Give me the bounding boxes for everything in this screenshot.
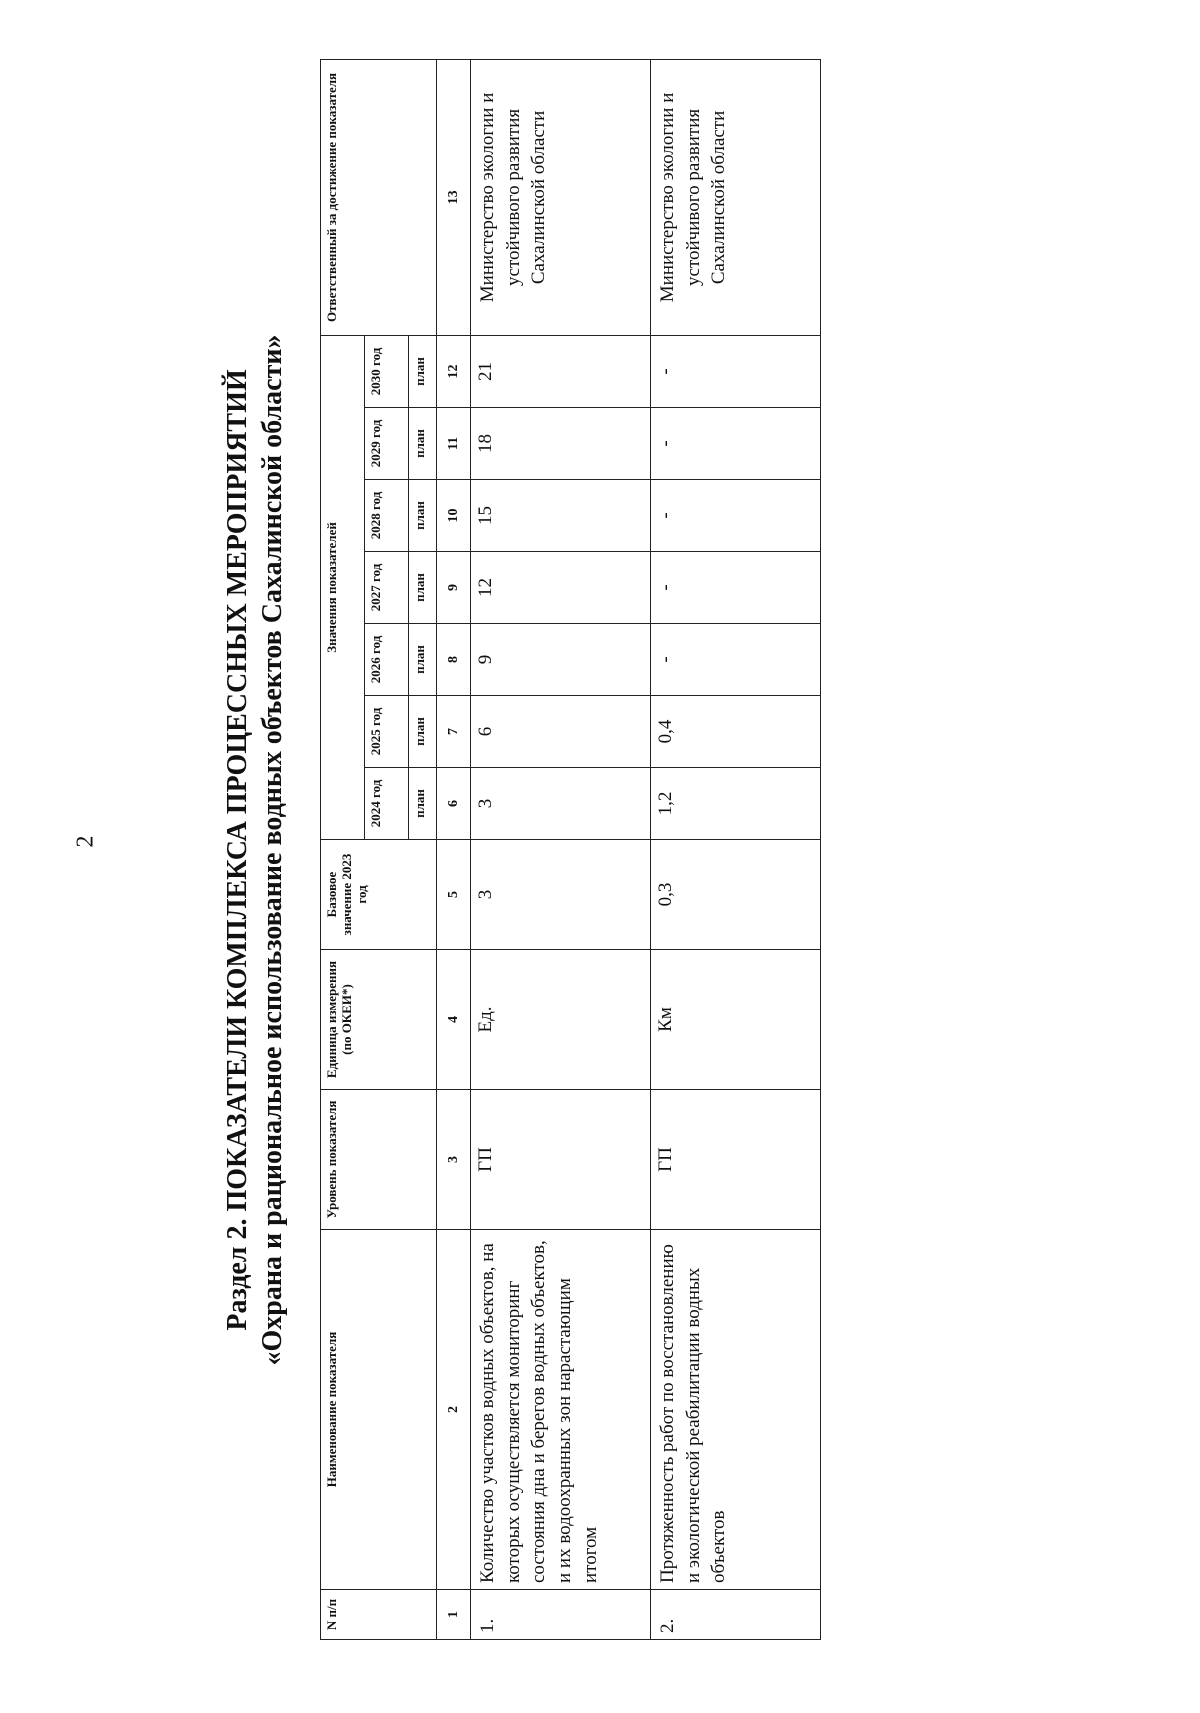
column-number: 12 xyxy=(437,335,471,407)
header-plan: план xyxy=(409,552,437,624)
indicators-table xyxy=(320,59,821,1640)
year-value: 3 xyxy=(471,768,651,840)
header-year: 2029 год xyxy=(365,408,409,480)
header-plan: план xyxy=(409,480,437,552)
row-number: 2. xyxy=(651,1590,821,1640)
row-number: 1. xyxy=(471,1590,651,1640)
header-values-group: Значения показателей xyxy=(321,335,365,839)
year-value: - xyxy=(651,335,821,407)
column-number: 8 xyxy=(437,624,471,696)
section-subtitle: «Охрана и рациональное использование водных объектов Сахалинской области» xyxy=(257,334,288,1366)
indicator-name: Протяженность работ по восстановлению и экологической реабилитации водных объектов xyxy=(651,1230,821,1590)
header-name: Наименование показателя xyxy=(321,1230,437,1590)
year-value: 9 xyxy=(471,624,651,696)
column-number: 4 xyxy=(437,950,471,1090)
indicator-name: Количество участков водных объектов, на которых осуществляется мониторинг состояния дна и берегов водных объектов, и их водоохранных зон нарастающим итогом xyxy=(471,1230,651,1590)
base-value: 0,3 xyxy=(651,840,821,950)
year-value: 15 xyxy=(471,480,651,552)
responsible: Министерство экологии и устойчивого развития Сахалинской области xyxy=(651,59,821,335)
column-number: 5 xyxy=(437,840,471,950)
header-year: 2027 год xyxy=(365,552,409,624)
header-year: 2030 год xyxy=(365,335,409,407)
responsible: Министерство экологии и устойчивого развития Сахалинской области xyxy=(471,59,651,335)
section-title: Раздел 2. ПОКАЗАТЕЛИ КОМПЛЕКСА ПРОЦЕССНЫХ МЕРОПРИЯТИЙ xyxy=(222,369,253,1331)
base-value: 3 xyxy=(471,840,651,950)
column-number: 13 xyxy=(437,59,471,335)
indicator-level: ГП xyxy=(471,1090,651,1230)
header-n: N п/п xyxy=(321,1590,437,1640)
year-value: 0,4 xyxy=(651,696,821,768)
indicator-unit: Ед. xyxy=(471,950,651,1090)
header-year: 2024 год xyxy=(365,768,409,840)
column-number: 7 xyxy=(437,696,471,768)
table-row xyxy=(651,59,821,1639)
header-plan: план xyxy=(409,768,437,840)
year-value: 1,2 xyxy=(651,768,821,840)
indicator-level: ГП xyxy=(651,1090,821,1230)
column-number: 11 xyxy=(437,408,471,480)
header-year: 2026 год xyxy=(365,624,409,696)
column-number: 2 xyxy=(437,1230,471,1590)
year-value: 6 xyxy=(471,696,651,768)
indicator-unit: Км xyxy=(651,950,821,1090)
header-plan: план xyxy=(409,624,437,696)
header-plan: план xyxy=(409,335,437,407)
header-year: 2028 год xyxy=(365,480,409,552)
column-number: 6 xyxy=(437,768,471,840)
header-plan: план xyxy=(409,696,437,768)
year-value: - xyxy=(651,408,821,480)
year-value: - xyxy=(651,624,821,696)
year-value: - xyxy=(651,480,821,552)
table-row xyxy=(471,59,651,1639)
header-year: 2025 год xyxy=(365,696,409,768)
header-base: Базовое значение 2023 год xyxy=(321,840,437,950)
year-value: 18 xyxy=(471,408,651,480)
page-number: 2 xyxy=(72,835,99,848)
column-number: 9 xyxy=(437,552,471,624)
year-value: 21 xyxy=(471,335,651,407)
header-level: Уровень показателя xyxy=(321,1090,437,1230)
column-number: 1 xyxy=(437,1590,471,1640)
column-number: 3 xyxy=(437,1090,471,1230)
year-value: 12 xyxy=(471,552,651,624)
column-numbers-row xyxy=(437,59,471,1639)
column-number: 10 xyxy=(437,480,471,552)
header-plan: план xyxy=(409,408,437,480)
header-unit: Единица измерения (по ОКЕИ*) xyxy=(321,950,437,1090)
year-value: - xyxy=(651,552,821,624)
header-responsible: Ответственный за достижение показателя xyxy=(321,59,437,335)
rotated-page-content xyxy=(220,60,860,1640)
